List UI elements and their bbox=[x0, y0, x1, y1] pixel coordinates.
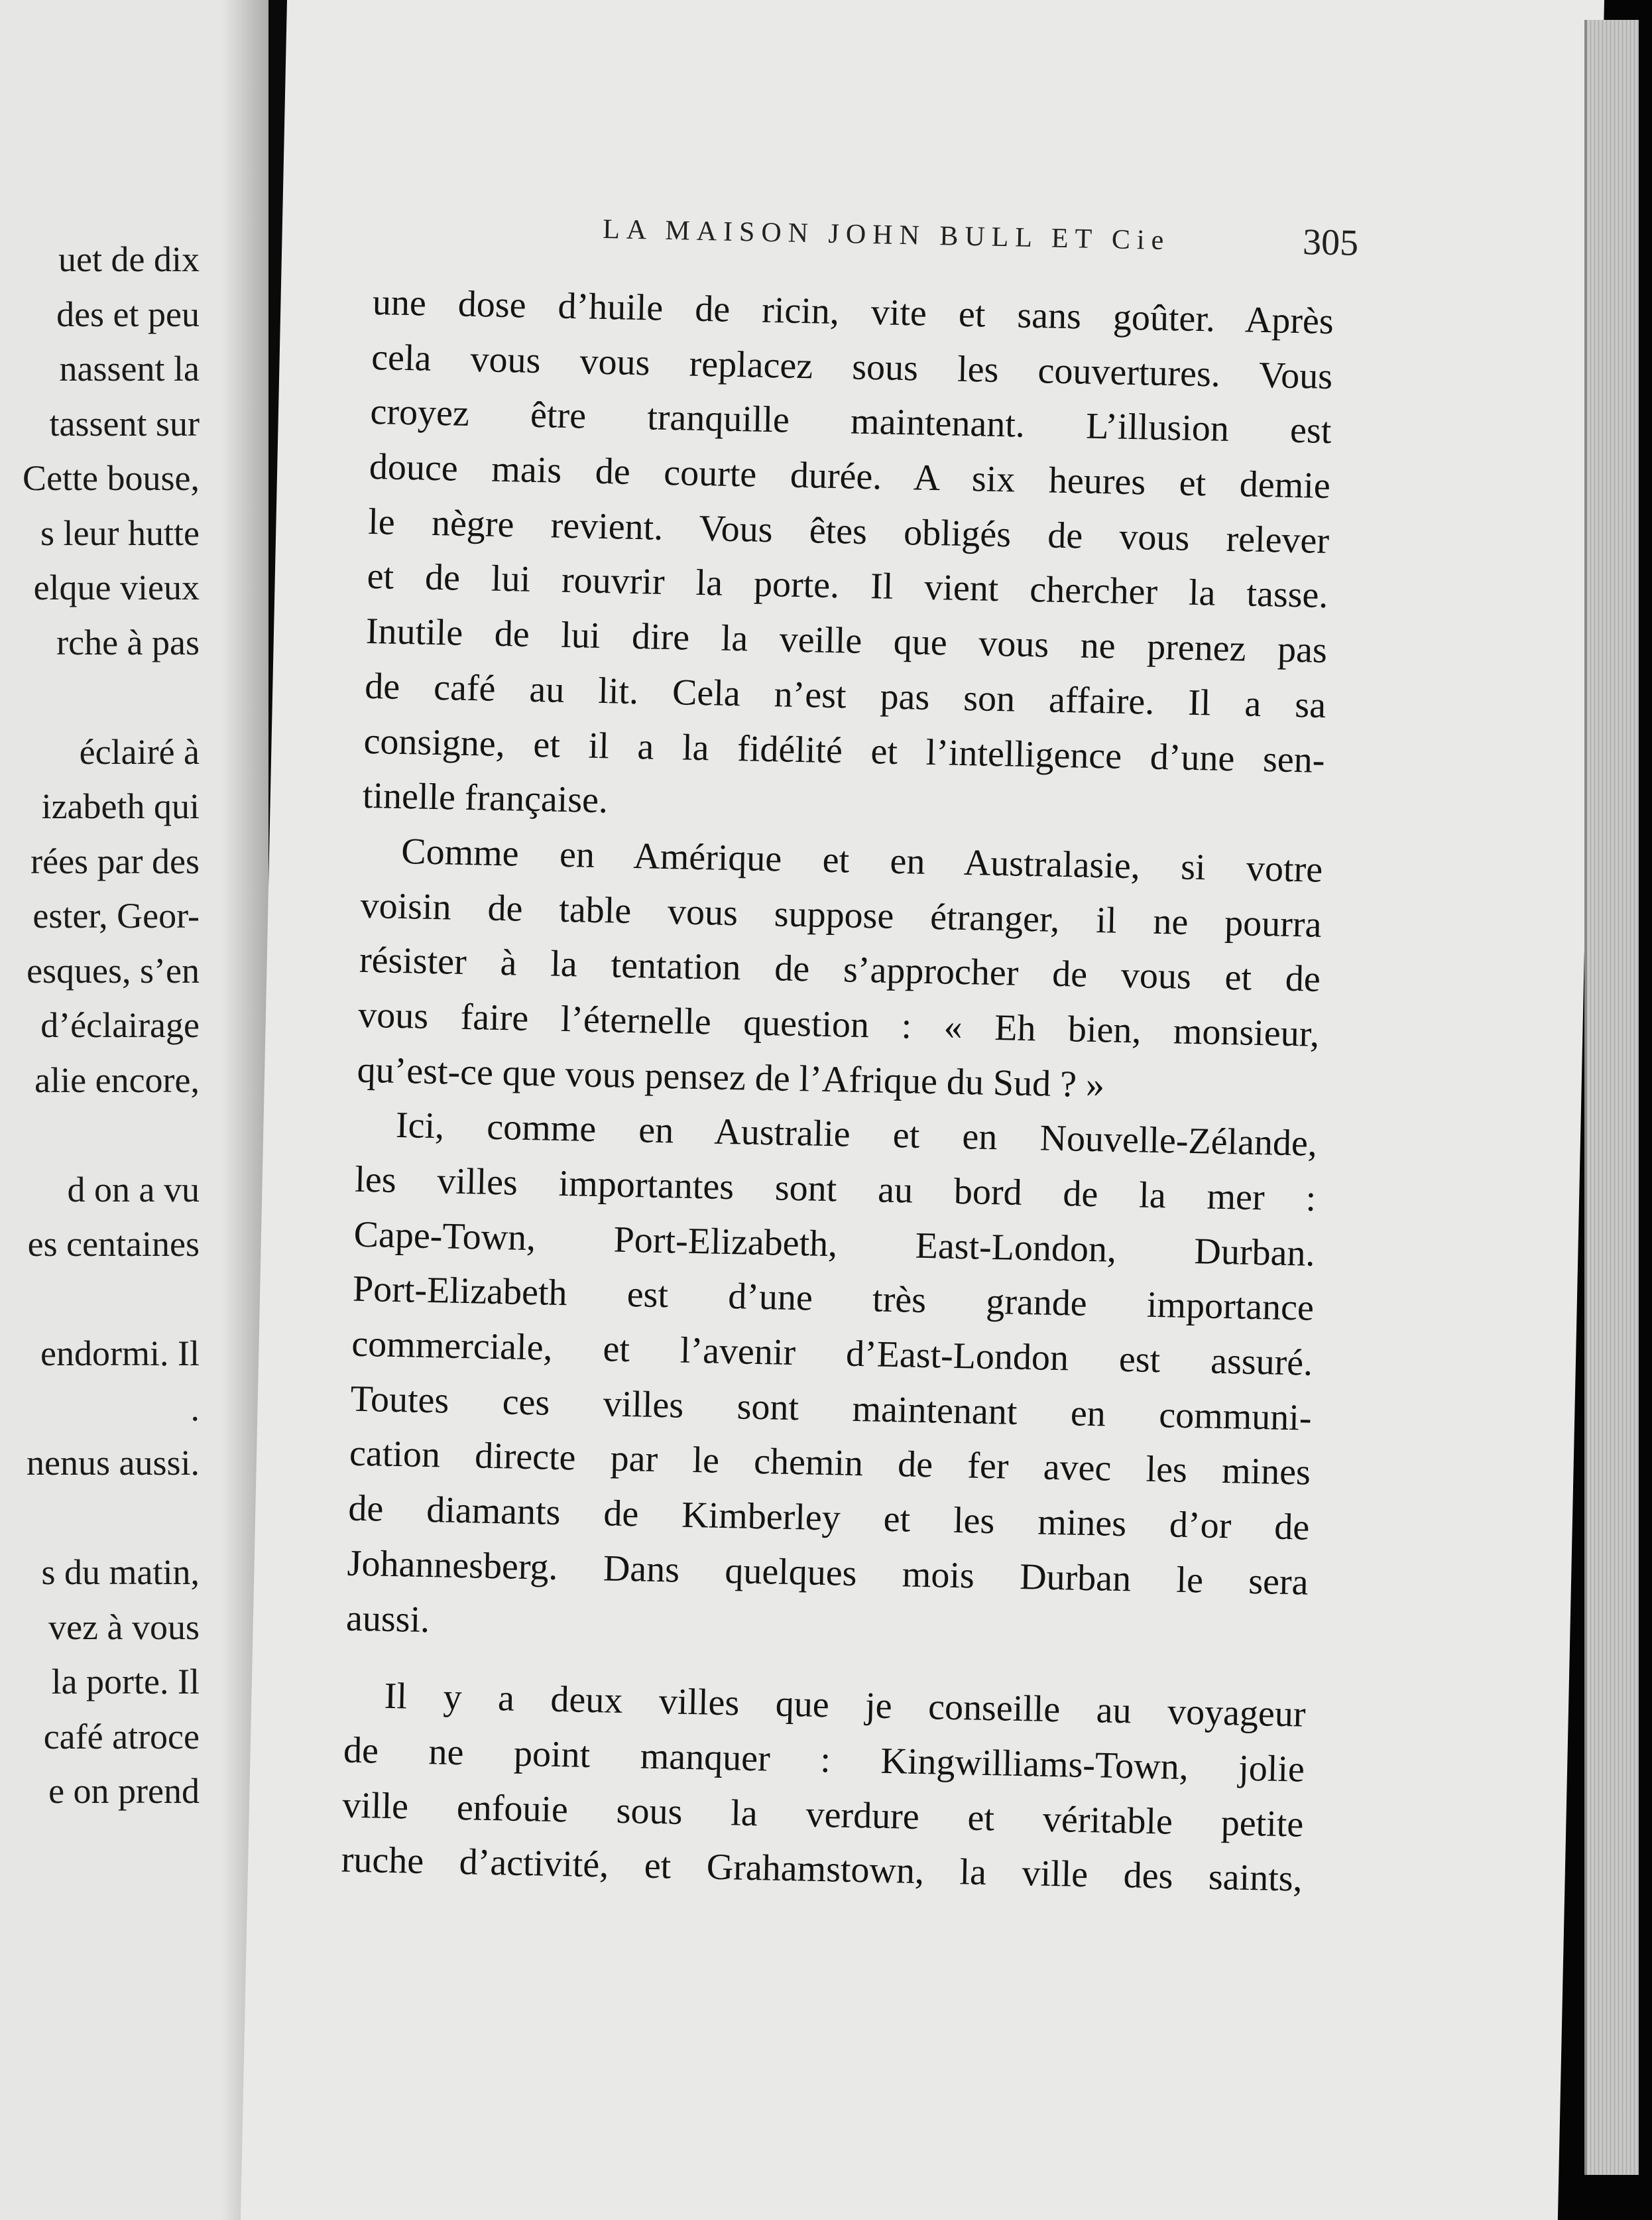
text-line: de café au lit. Cela n’est pas son affaire. Il a sa bbox=[364, 665, 1327, 726]
text-line: et de lui rouvrir la porte. Il vient chercher la tasse. bbox=[367, 556, 1329, 617]
left-line: izabeth qui bbox=[41, 786, 200, 826]
text-line: Port-Elizabeth est d’une très grande importance bbox=[352, 1268, 1315, 1329]
left-line: uet de dix bbox=[58, 239, 200, 279]
left-line: éclairé à bbox=[79, 731, 200, 772]
left-line bbox=[1, 670, 200, 725]
left-line: tassent sur bbox=[49, 403, 200, 444]
text-line: tinelle française. bbox=[362, 775, 609, 822]
left-line: vez à vous bbox=[48, 1607, 200, 1647]
left-line: nassent la bbox=[59, 349, 200, 389]
left-line: . bbox=[190, 1388, 200, 1428]
text-line: douce mais de courte durée. A six heures et demie bbox=[369, 446, 1331, 507]
text-line: de ne point manquer : Kingwilliams-Town, jolie bbox=[343, 1729, 1305, 1790]
left-line bbox=[1, 1272, 200, 1327]
text-line: Comme en Amérique et en Australasie, si votre bbox=[400, 830, 1323, 891]
left-line bbox=[1, 1491, 200, 1546]
left-line: alie encore, bbox=[34, 1060, 200, 1100]
text-line: cation directe par le chemin de fer avec les mines bbox=[349, 1433, 1311, 1494]
left-line bbox=[1, 1107, 200, 1162]
text-line: voisin de table vous suppose étranger, il ne pourra bbox=[360, 885, 1323, 946]
text-line: ville enfouie sous la verdure et véritable petite bbox=[341, 1784, 1304, 1845]
left-line: ester, Geor- bbox=[32, 896, 200, 936]
paragraph bbox=[341, 1668, 1306, 1907]
text-line: commerciale, et l’avenir d’East-London est assuré. bbox=[351, 1323, 1313, 1384]
text-line: Inutile de lui dire la veille que vous ne prenez pas bbox=[365, 611, 1328, 672]
text-line: Il y a deux villes que je conseille au voyageur bbox=[384, 1675, 1307, 1735]
left-line: Cette bouse, bbox=[23, 458, 200, 498]
left-line: la porte. Il bbox=[51, 1662, 200, 1701]
left-line: esques, s’en bbox=[27, 950, 200, 991]
page-number: 305 bbox=[1302, 221, 1359, 264]
paragraph bbox=[357, 824, 1323, 1117]
text-line: Johannesberg. Dans quelques mois Durban le sera bbox=[347, 1542, 1309, 1603]
text-line: les villes importantes sont au bord de la mer : bbox=[354, 1158, 1317, 1219]
text-line: résister à la tentation de s’approcher de vous et de bbox=[359, 940, 1321, 1001]
left-line: e on prend bbox=[48, 1771, 200, 1811]
left-line: endormi. Il bbox=[40, 1333, 200, 1373]
text-line: Ici, comme en Australie et en Nouvelle-Zélande, bbox=[395, 1105, 1318, 1165]
left-line: s leur hutte bbox=[40, 513, 200, 553]
right-page-content bbox=[341, 202, 1359, 1907]
left-line: d’éclairage bbox=[40, 1005, 200, 1045]
text-line: le nègre revient. Vous êtes obligés de vous relever bbox=[367, 501, 1330, 562]
text-line: Cape-Town, Port-Elizabeth, East-London, Durban. bbox=[353, 1213, 1316, 1274]
left-line: elque vieux bbox=[33, 568, 200, 607]
text-line: cela vous vous replacez sous les couvertures. Vous bbox=[371, 336, 1333, 397]
text-line: ruche d’activité, et Grahamstown, la ville des saints, bbox=[341, 1839, 1303, 1900]
text-line: vous faire l’éternelle question : « Eh bien, monsieur, bbox=[357, 994, 1320, 1055]
running-head-title: LA MAISON JOHN BULL ET Cie bbox=[602, 214, 1171, 257]
left-line: s du matin, bbox=[41, 1552, 200, 1592]
left-page bbox=[0, 0, 268, 2220]
left-page-text bbox=[1, 232, 200, 1819]
text-line: aussi. bbox=[345, 1597, 430, 1640]
left-line: rées par des bbox=[30, 841, 200, 881]
paragraph bbox=[362, 275, 1334, 843]
text-line: une dose d’huile de ricin, vite et sans goûter. Après bbox=[372, 281, 1334, 343]
left-line: nenus aussi. bbox=[27, 1443, 200, 1483]
paragraph bbox=[345, 1097, 1317, 1665]
text-line: croyez être tranquille maintenant. L’illusion est bbox=[370, 391, 1332, 452]
text-line: de diamants de Kimberley et les mines d’or de bbox=[347, 1487, 1310, 1548]
left-line: es centaines bbox=[27, 1224, 200, 1264]
left-line: rche à pas bbox=[56, 622, 200, 662]
text-line: qu’est-ce que vous pensez de l’Afrique du Sud ? » bbox=[357, 1049, 1105, 1105]
text-line: consigne, et il a la fidélité et l’intelligence d’une sen- bbox=[363, 720, 1326, 781]
page-edge-stack bbox=[1584, 20, 1639, 2175]
left-line: d on a vu bbox=[67, 1169, 200, 1209]
left-line: café atroce bbox=[43, 1716, 200, 1757]
text-line: Toutes ces villes sont maintenant en communi- bbox=[350, 1378, 1313, 1439]
left-line: des et peu bbox=[56, 294, 200, 334]
